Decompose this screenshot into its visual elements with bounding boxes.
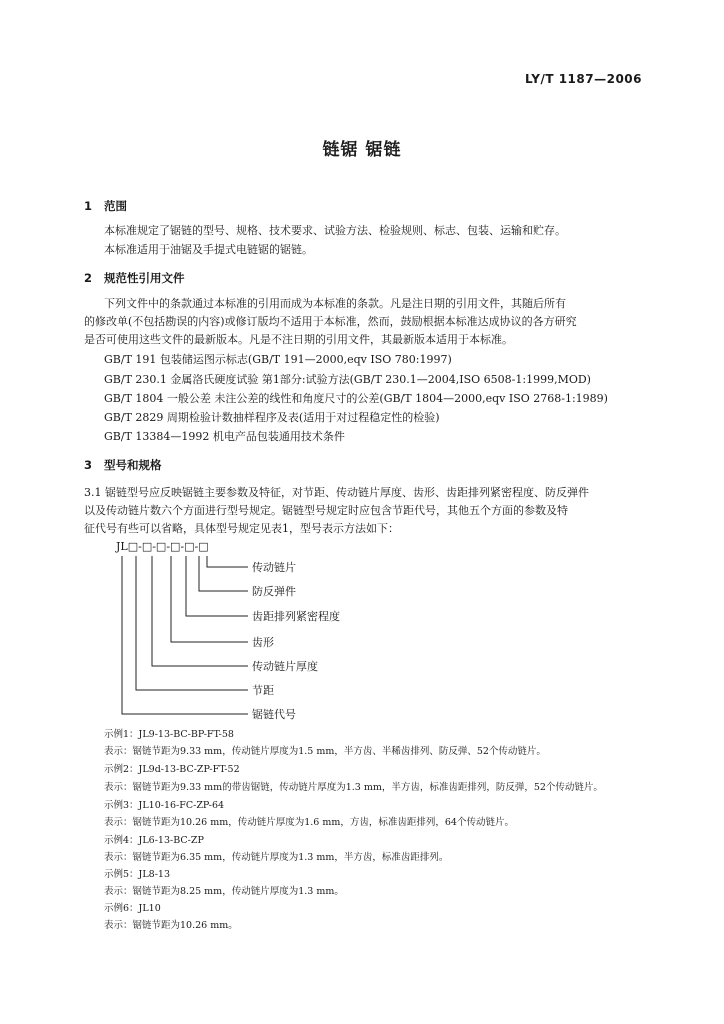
example-desc: 表示：锯链节距为8.25 mm，传动链片厚度为1.3 mm。 [104,886,344,897]
section-title: 范围 [104,199,127,213]
paragraph: 本标准适用于油锯及手提式电链锯的锯链。 [104,243,313,256]
example-desc: 表示：锯链节距为9.33 mm的带齿锯链，传动链片厚度为1.3 mm，半方齿，标准齿距排列，防反弹，52个传动链片。 [104,782,603,793]
paragraph-line: 是否可使用这些文件的最新版本。凡是不注日期的引用文件，其最新版本适用于本标准。 [84,333,513,346]
diagram-label: 锯链代号 [252,708,296,721]
page-title: 链锯 锯链 [322,140,402,160]
clause-line: 以及传动链片数六个方面进行型号规定。锯链型号规定时应包含节距代号，其他五个方面的参数及特 [84,504,568,517]
reference-item: GB/T 230.1 金属洛氏硬度试验 第1部分:试验方法(GB/T 230.1—2004,ISO 6508-1:1999,MOD) [104,373,591,386]
leader-line [136,556,248,690]
section-title: 规范性引用文件 [104,271,185,285]
paragraph-line: 的修改单(不包括勘误的内容)或修订版均不适用于本标准，然而，鼓励根据本标准达成协议的各方研究 [84,315,577,328]
reference-item: GB/T 1804 一般公差 未注公差的线性和角度尺寸的公差(GB/T 1804—2000,eqv ISO 2768-1:1989) [104,392,608,405]
clause-line: 3.1 锯链型号应反映锯链主要参数及特征，对节距、传动链片厚度、齿形、齿距排列紧密程度、防反弹件 [84,486,589,499]
example-title: 示例3：JL10-16-FC-ZP-64 [104,800,225,811]
standard-number: LY/T 1187—2006 [524,72,642,86]
paragraph: 本标准规定了锯链的型号、规格、技术要求、试验方法、检验规则、标志、包装、运输和贮存。 [104,224,566,237]
section-number: 3 [84,458,93,472]
example-title: 示例1：JL9-13-BC-BP-FT-58 [104,729,234,740]
diagram-label: 齿形 [252,636,274,649]
leader-line [186,556,248,616]
diagram-label: 节距 [252,684,274,697]
example-title: 示例4：JL6-13-BC-ZP [104,835,204,846]
example-desc: 表示：锯链节距为10.26 mm，传动链片厚度为1.6 mm，方齿，标准齿距排列，64个传动链片。 [104,817,514,828]
paragraph-line: 下列文件中的条款通过本标准的引用而成为本标准的条款。凡是注日期的引用文件，其随后所有 [104,297,566,310]
example-title: 示例5：JL8-13 [104,869,171,880]
leader-line [199,556,248,591]
section-number: 1 [84,199,93,213]
diagram-label: 防反弹件 [252,585,296,598]
diagram-label: 传动链片厚度 [252,660,318,673]
diagram-label: 齿距排列紧密程度 [252,610,340,623]
diagram-label: 传动链片 [252,561,296,574]
reference-item: GB/T 2829 周期检验计数抽样程序及表(适用于对过程稳定性的检验) [104,411,440,424]
example-desc: 表示：锯链节距为9.33 mm，传动链片厚度为1.5 mm，半方齿、半稀齿排列、防反弹、52个传动链片。 [104,746,546,757]
section-number: 2 [84,271,93,285]
leader-line [207,556,248,567]
clause-line: 征代号有些可以省略，具体型号规定见表1，型号表示方法如下： [84,522,399,535]
example-title: 示例2：JL9d-13-BC-ZP-FT-52 [104,764,240,775]
example-desc: 表示：锯链节距为10.26 mm。 [104,920,238,931]
leader-line [152,556,248,666]
reference-item: GB/T 13384—1992 机电产品包装通用技术条件 [104,430,345,443]
example-title: 示例6：JL10 [104,903,161,914]
leader-line [171,556,248,642]
section-title: 型号和规格 [104,458,162,472]
example-desc: 表示：锯链节距为6.35 mm，传动链片厚度为1.3 mm，半方齿，标准齿距排列。 [104,852,449,863]
reference-item: GB/T 191 包装储运图示标志(GB/T 191—2000,eqv ISO 780:1997) [104,353,452,366]
model-code: JL□-□-□-□-□-□ [116,540,209,553]
